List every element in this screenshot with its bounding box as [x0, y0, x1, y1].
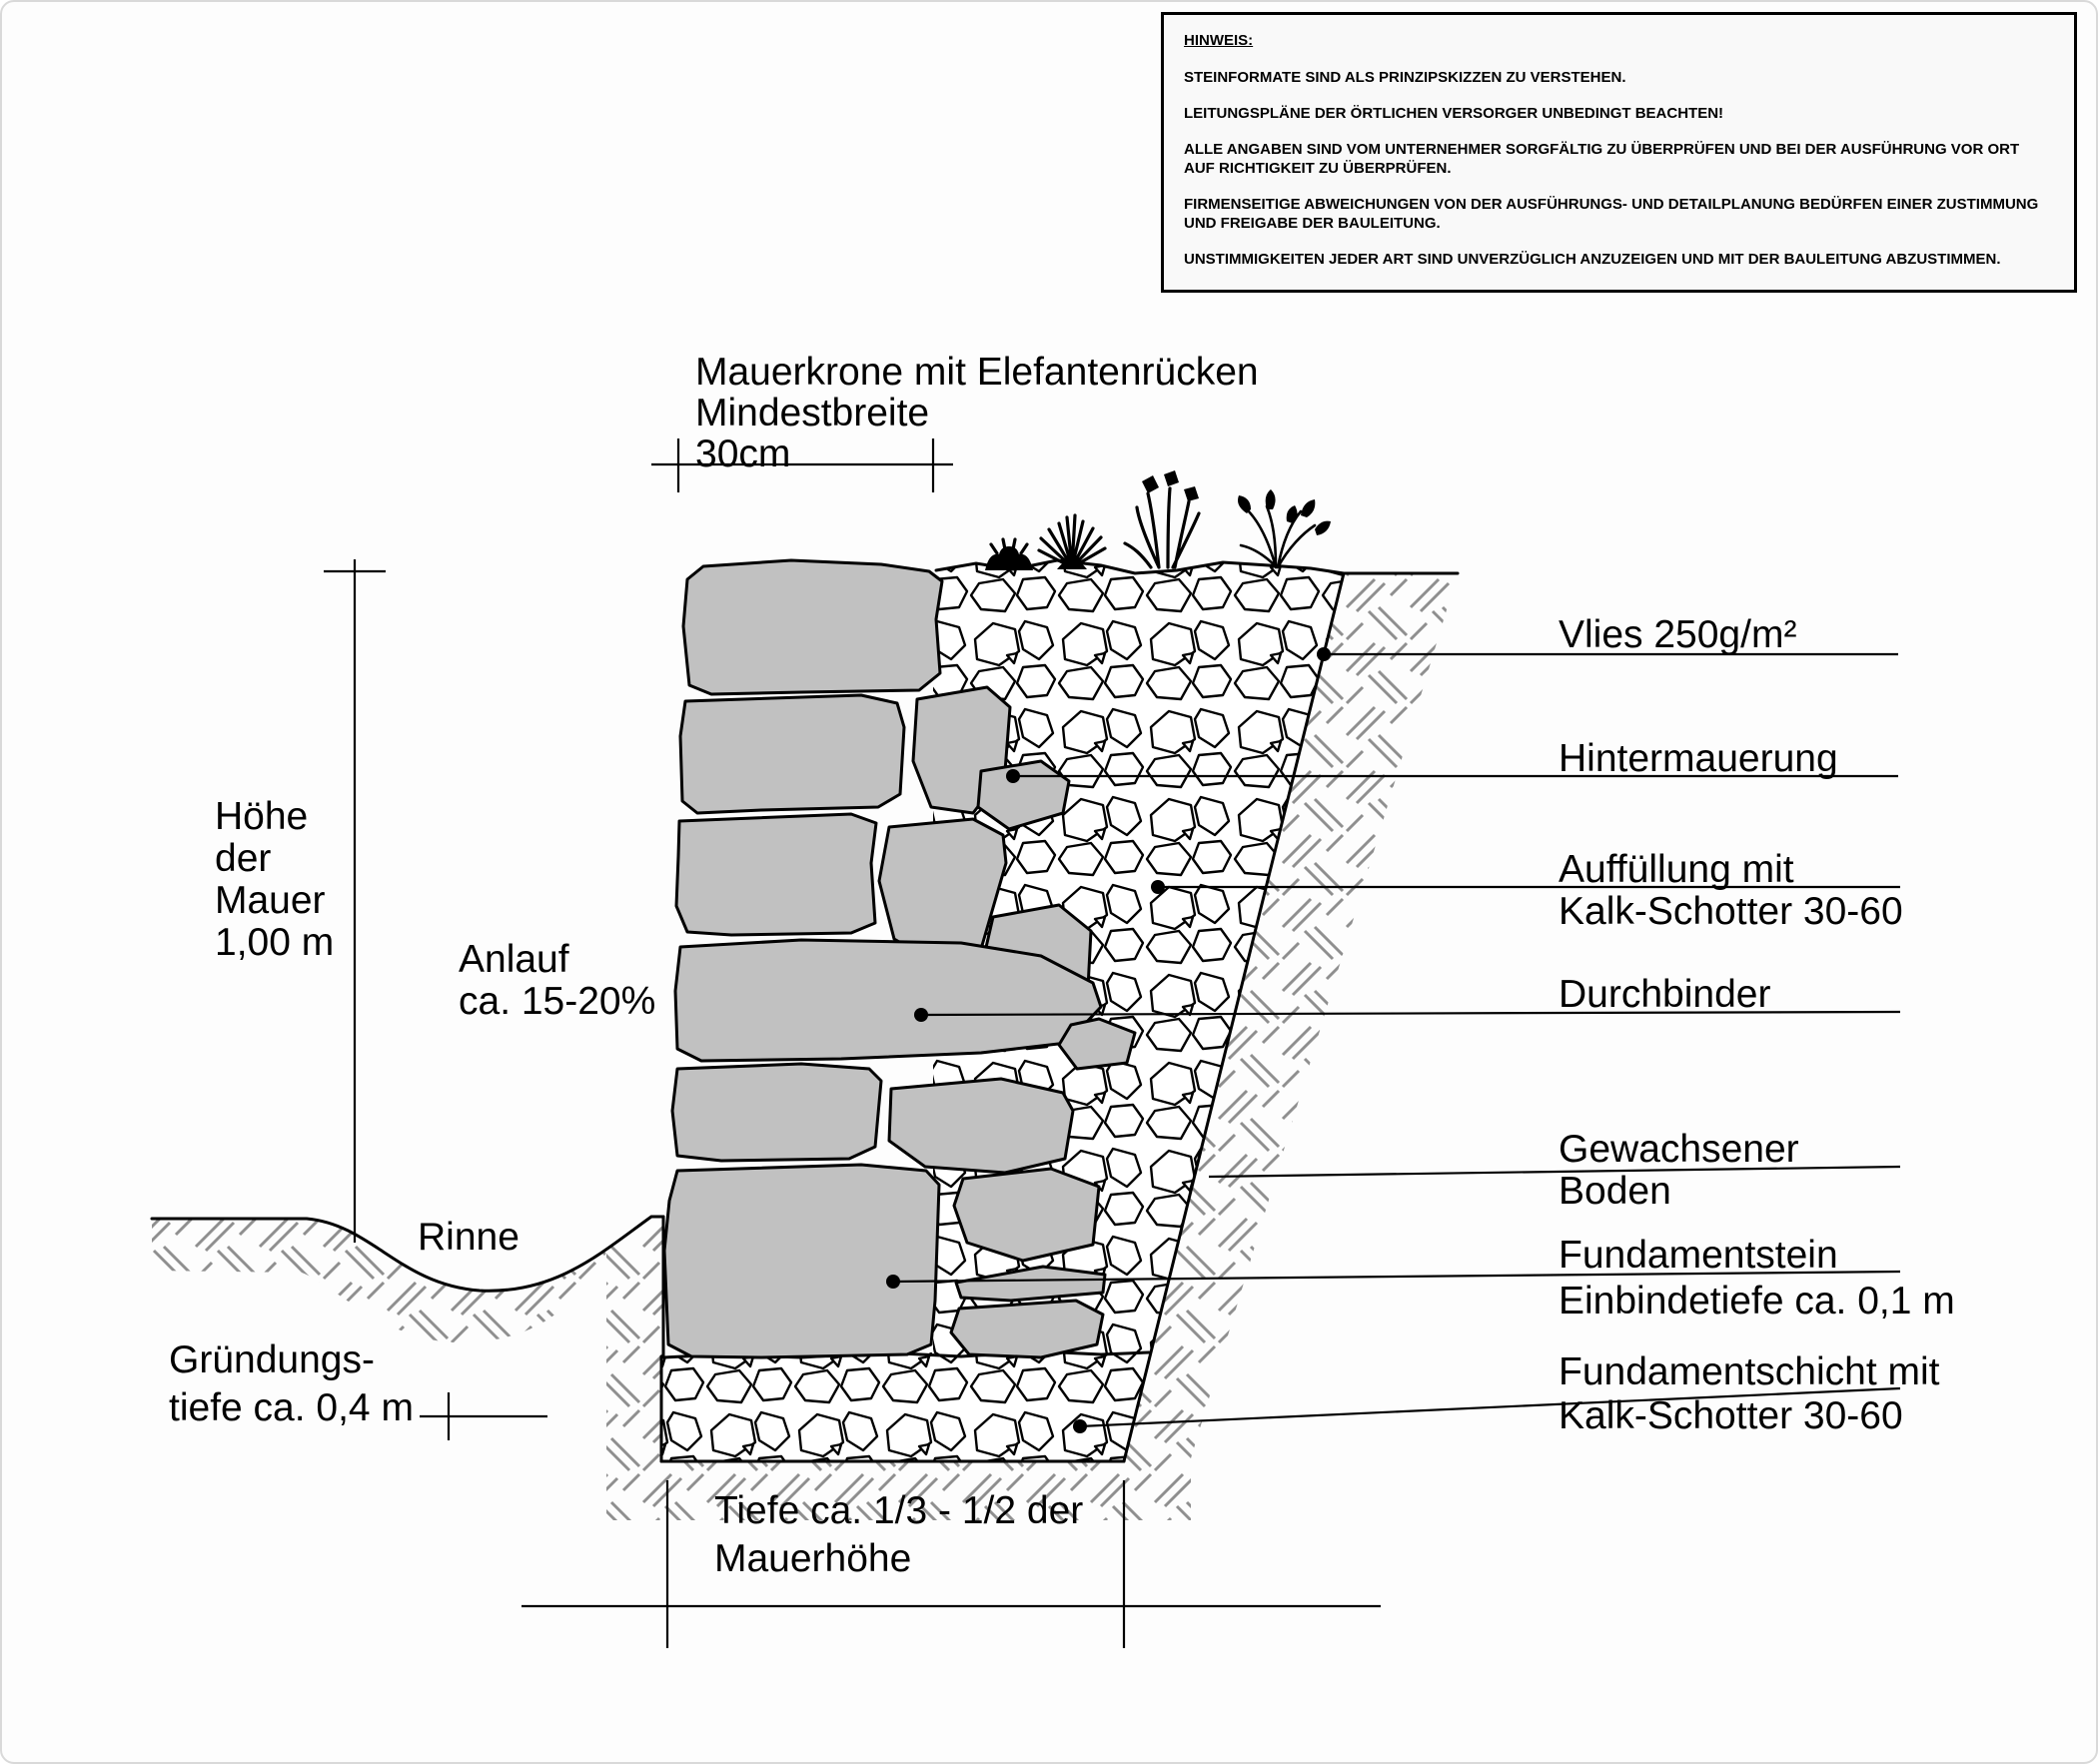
label-auffuellung: Auffüllung mit Kalk-Schotter 30-60 — [1559, 848, 1903, 933]
label-durchbinder: Durchbinder — [1559, 973, 1771, 1016]
title-line: Mindestbreite — [695, 392, 930, 435]
wall-stone — [954, 1169, 1099, 1261]
drawing-title — [695, 352, 1259, 474]
notice-paragraph: FIRMENSEITIGE ABWEICHUNGEN VON DER AUSFÜHRUNGS- UND DETAILPLANUNG BEDÜRFEN EINER ZUSTIMMUNG UND FREIGABE DER BAULEITUNG. — [1184, 196, 2039, 232]
fundamentstein-stone — [664, 1165, 939, 1357]
notice-paragraph: ALLE ANGABEN SIND VOM UNTERNEHMER SORGFÄLTIG ZU ÜBERPRÜFEN UND BEI DER AUSFÜHRUNG VOR ORT AUF RICHTIGKEIT ZU ÜBERPRÜFEN. — [1184, 141, 2020, 177]
notice-box — [1161, 12, 2077, 293]
notice-paragraph: UNSTIMMIGKEITEN JEDER ART SIND UNVERZÜGLICH ANZUZEIGEN UND MIT DER BAULEITUNG ABZUSTIMMEN. — [1184, 251, 2001, 268]
label-vlies: Vlies 250g/m² — [1559, 613, 1797, 656]
label-fundamentschicht: Fundamentschicht mit Kalk-Schotter 30-60 — [1559, 1350, 1940, 1437]
wall-stone — [889, 1079, 1073, 1173]
title-line: Mauerkrone mit Elefantenrücken — [695, 351, 1259, 394]
label-gruendungstiefe: Gründungs- tiefe ca. 0,4 m — [169, 1338, 414, 1429]
label-hintermauerung: Hintermauerung — [1559, 737, 1838, 780]
label-foundation-depth: Tiefe ca. 1/3 - 1/2 der Mauerhöhe — [714, 1489, 1084, 1580]
dimension-gruendungstiefe — [420, 1392, 547, 1440]
label-rinne: Rinne — [418, 1216, 520, 1259]
label-anlauf: Anlauf ca. 15-20% — [459, 938, 656, 1023]
durchbinder-stone — [675, 940, 1101, 1061]
wall-stone — [672, 1064, 881, 1161]
wall-stone — [951, 1301, 1103, 1357]
wall-stone — [676, 814, 876, 935]
notice-title: HINWEIS: — [1184, 32, 1254, 49]
label-gewachsener-boden: Gewachsener Boden — [1559, 1128, 1799, 1213]
plants-icon — [985, 470, 1331, 570]
label-wall-height: Höhe der Mauer 1,00 m — [215, 795, 335, 964]
label-fundamentstein: Fundamentstein Einbindetiefe ca. 0,1 m — [1559, 1234, 1955, 1323]
wall-stone — [680, 695, 904, 813]
notice-paragraph: LEITUNGSPLÄNE DER ÖRTLICHEN VERSORGER UNBEDINGT BEACHTEN! — [1184, 105, 1724, 122]
title-line: 30cm — [695, 433, 791, 475]
notice-paragraph: STEINFORMATE SIND ALS PRINZIPSKIZZEN ZU VERSTEHEN. — [1184, 69, 1626, 86]
wall-stone — [683, 560, 942, 694]
